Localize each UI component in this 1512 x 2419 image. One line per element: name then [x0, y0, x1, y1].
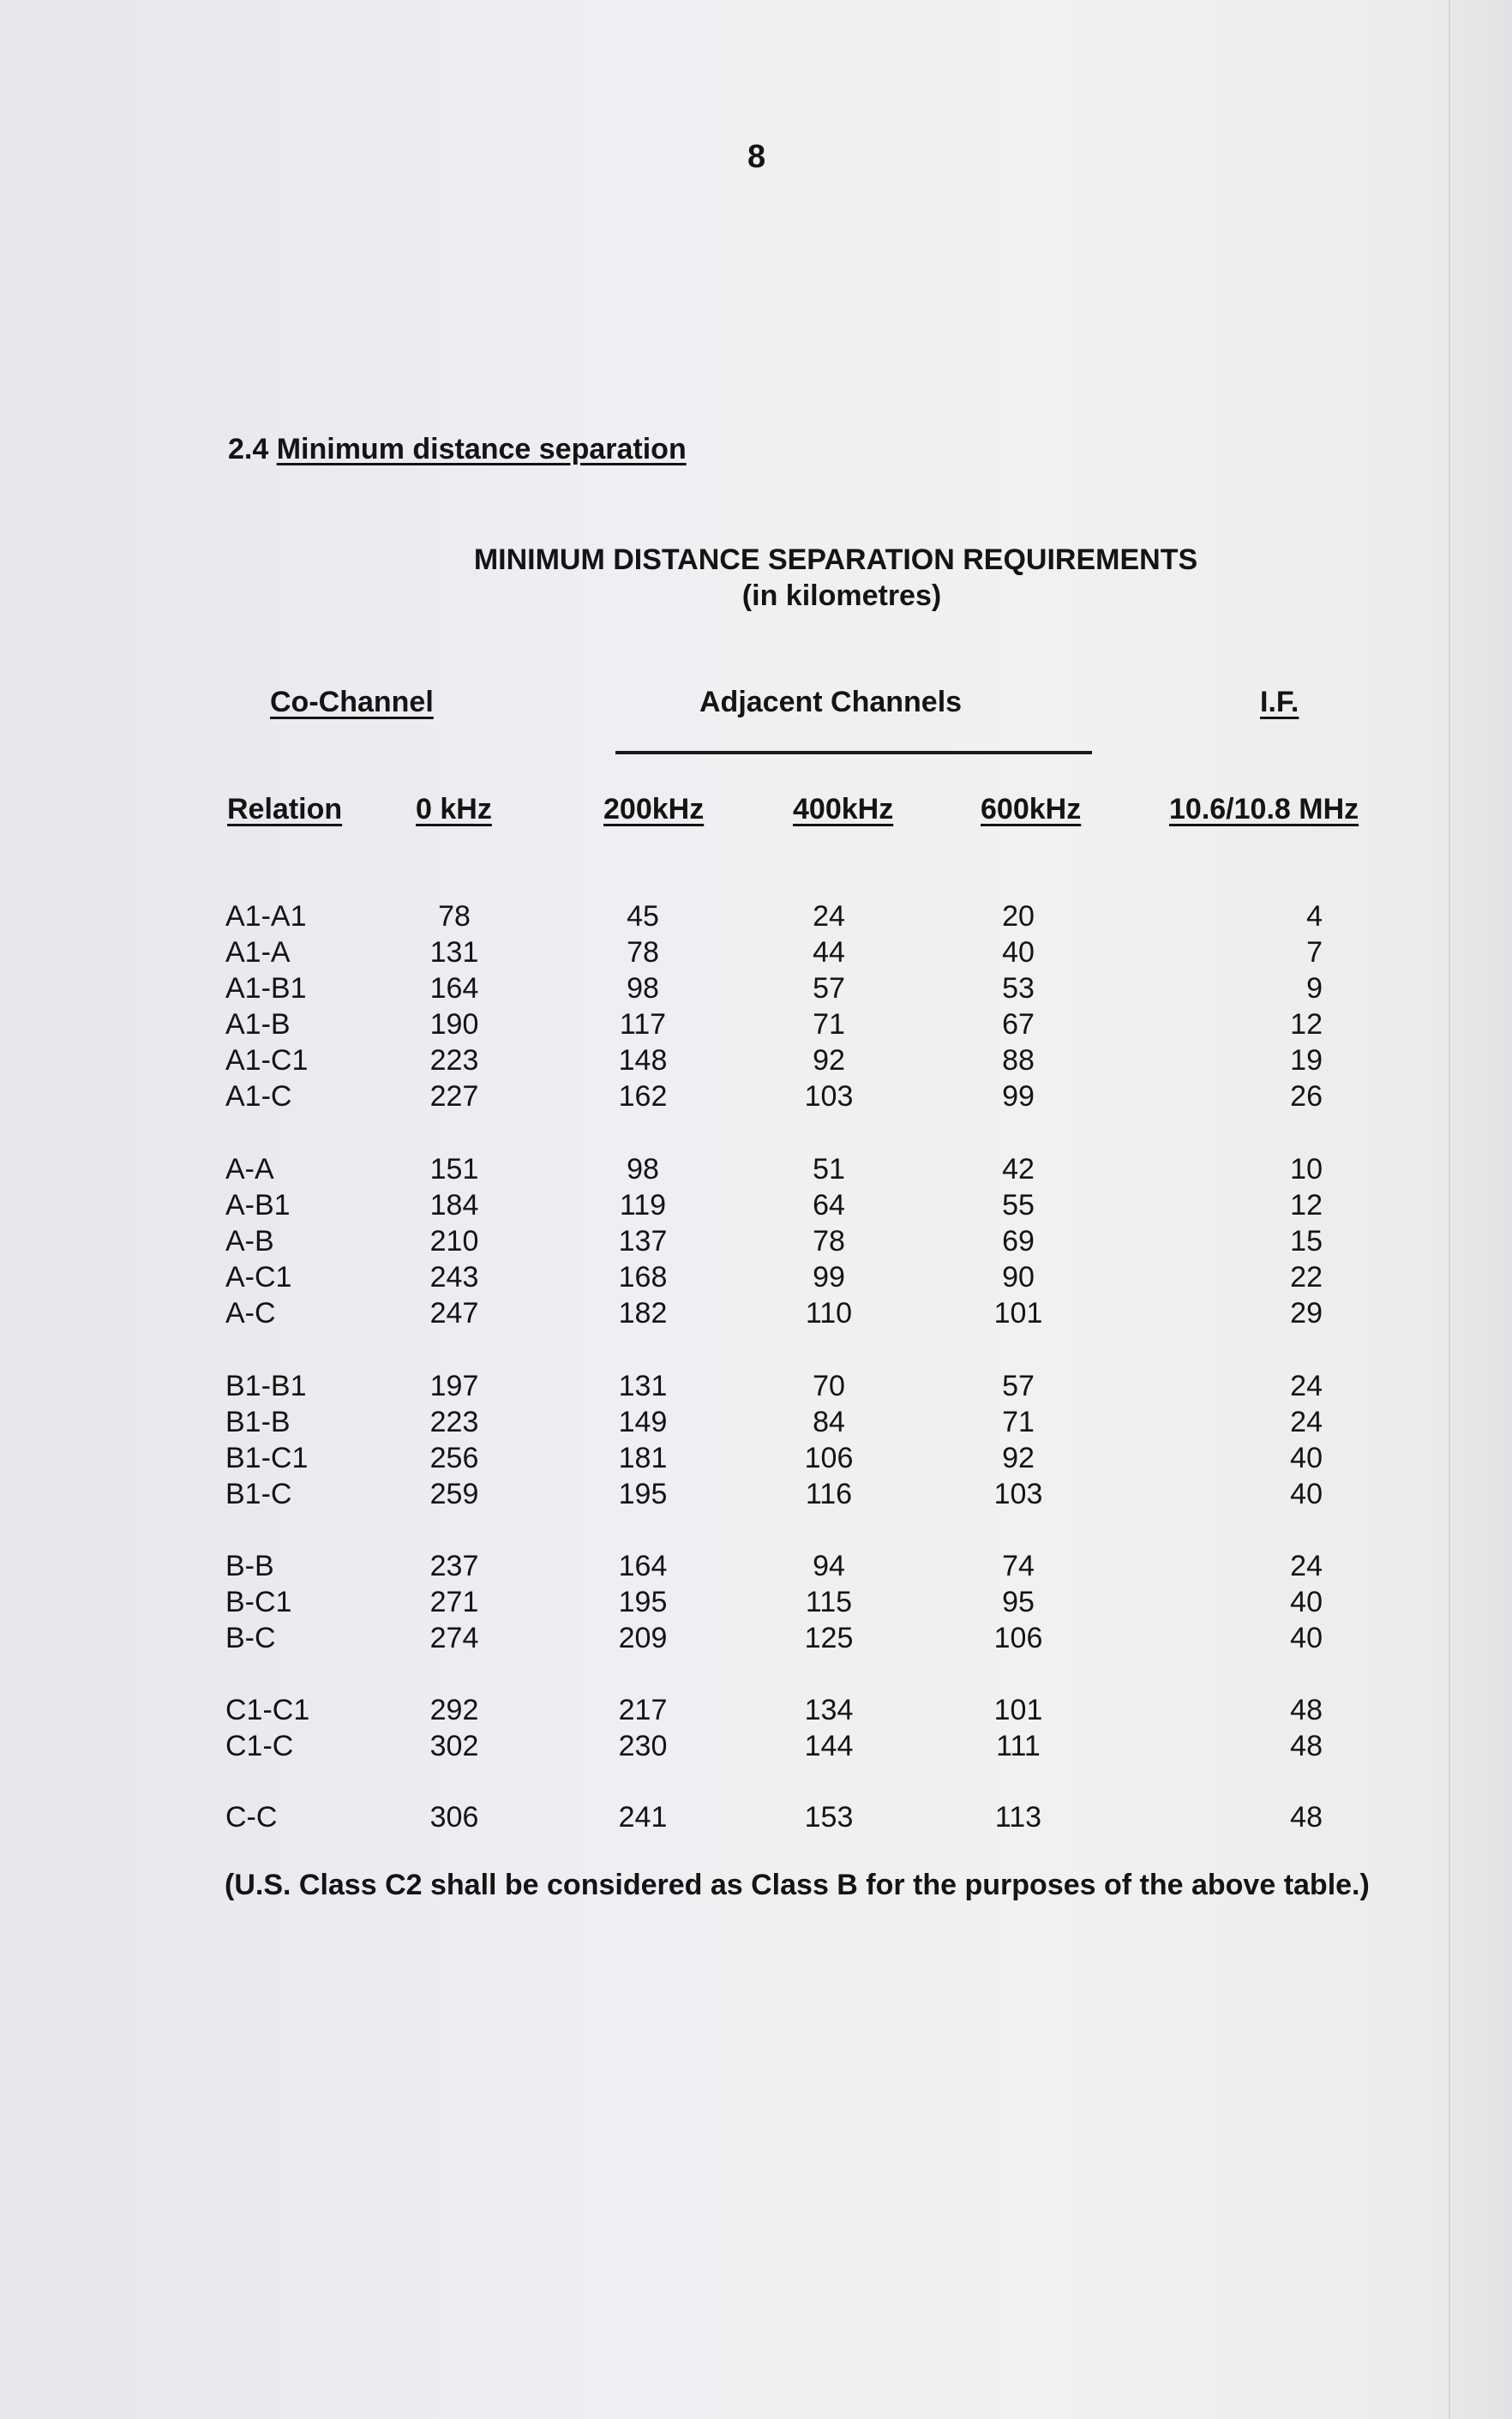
value-if-cell: 40 [1290, 1442, 1323, 1474]
table-subtitle: (in kilometres) [741, 579, 942, 612]
value-200khz-cell: 78 [627, 936, 659, 969]
value-600khz-cell: 40 [1002, 936, 1035, 969]
value-0khz-cell: 197 [429, 1370, 479, 1402]
table-row [0, 1189, 1512, 1225]
value-200khz-cell: 181 [618, 1442, 668, 1474]
table-row [0, 1442, 1512, 1478]
value-600khz-cell: 92 [1002, 1442, 1035, 1474]
column-header-200khz: 200kHz [603, 793, 705, 825]
value-if-cell: 26 [1290, 1080, 1323, 1113]
value-600khz-cell: 101 [993, 1297, 1043, 1330]
value-400khz-cell: 134 [804, 1694, 854, 1726]
relation-cell: A-C1 [225, 1261, 292, 1294]
value-0khz-cell: 164 [429, 972, 479, 1005]
value-200khz-cell: 164 [618, 1550, 668, 1582]
value-600khz-cell: 20 [1002, 900, 1035, 933]
value-if-cell: 4 [1306, 900, 1323, 933]
table-row [0, 1694, 1512, 1730]
value-600khz-cell: 57 [1002, 1370, 1035, 1402]
value-0khz-cell: 151 [429, 1153, 479, 1185]
value-0khz-cell: 223 [429, 1406, 479, 1438]
column-header-if-mhz: 10.6/10.8 MHz [1169, 793, 1359, 825]
value-600khz-cell: 53 [1002, 972, 1035, 1005]
value-if-cell: 22 [1290, 1261, 1323, 1294]
value-200khz-cell: 230 [618, 1730, 668, 1762]
value-200khz-cell: 45 [627, 900, 659, 933]
table-row [0, 936, 1512, 972]
value-400khz-cell: 64 [813, 1189, 845, 1222]
table-row [0, 1008, 1512, 1044]
value-200khz-cell: 162 [618, 1080, 668, 1113]
value-0khz-cell: 243 [429, 1261, 479, 1294]
value-400khz-cell: 24 [813, 900, 845, 933]
relation-cell: A1-C1 [225, 1044, 309, 1077]
value-if-cell: 12 [1290, 1189, 1323, 1222]
value-0khz-cell: 223 [429, 1044, 479, 1077]
relation-cell: A1-C [225, 1080, 292, 1113]
adjacent-channels-rule [615, 751, 1092, 754]
value-200khz-cell: 131 [618, 1370, 668, 1402]
value-0khz-cell: 274 [429, 1622, 479, 1654]
value-600khz-cell: 55 [1002, 1189, 1035, 1222]
relation-cell: B-C [225, 1622, 276, 1654]
value-0khz-cell: 210 [429, 1225, 479, 1258]
value-200khz-cell: 182 [618, 1297, 668, 1330]
value-600khz-cell: 103 [993, 1478, 1043, 1510]
value-if-cell: 7 [1306, 936, 1323, 969]
relation-cell: B1-B1 [225, 1370, 307, 1402]
value-400khz-cell: 44 [813, 936, 845, 969]
value-600khz-cell: 71 [1002, 1406, 1035, 1438]
value-200khz-cell: 168 [618, 1261, 668, 1294]
table-row [0, 1225, 1512, 1261]
value-0khz-cell: 190 [429, 1008, 479, 1041]
table-row [0, 1550, 1512, 1586]
table-row [0, 1080, 1512, 1116]
table-row [0, 1261, 1512, 1297]
value-600khz-cell: 106 [993, 1622, 1043, 1654]
value-200khz-cell: 137 [618, 1225, 668, 1258]
value-400khz-cell: 84 [813, 1406, 845, 1438]
relation-cell: B-B [225, 1550, 274, 1582]
table-row [0, 1370, 1512, 1406]
value-400khz-cell: 106 [804, 1442, 854, 1474]
value-600khz-cell: 74 [1002, 1550, 1035, 1582]
table-row [0, 1801, 1512, 1837]
value-200khz-cell: 148 [618, 1044, 668, 1077]
value-400khz-cell: 153 [804, 1801, 854, 1834]
value-0khz-cell: 256 [429, 1442, 479, 1474]
value-400khz-cell: 115 [805, 1586, 853, 1618]
relation-cell: A1-A [225, 936, 291, 969]
table-row [0, 972, 1512, 1008]
value-200khz-cell: 195 [618, 1586, 668, 1618]
value-400khz-cell: 78 [813, 1225, 845, 1258]
column-header-400khz: 400kHz [793, 793, 894, 825]
value-200khz-cell: 241 [618, 1801, 668, 1834]
value-600khz-cell: 90 [1002, 1261, 1035, 1294]
table-row [0, 1044, 1512, 1080]
value-200khz-cell: 149 [618, 1406, 668, 1438]
table-row [0, 1406, 1512, 1442]
relation-cell: B1-C [225, 1478, 292, 1510]
table-title: MINIMUM DISTANCE SEPARATION REQUIREMENTS [473, 543, 1198, 576]
if-group-header: I.F. [1260, 686, 1299, 718]
relation-cell: B1-B [225, 1406, 291, 1438]
section-title: Minimum distance separation [276, 433, 687, 465]
value-0khz-cell: 259 [429, 1478, 479, 1510]
relation-cell: A1-A1 [225, 900, 307, 933]
value-200khz-cell: 217 [618, 1694, 668, 1726]
relation-cell: C-C [225, 1801, 278, 1834]
table-row [0, 900, 1512, 936]
value-if-cell: 12 [1290, 1008, 1323, 1041]
table-row [0, 1622, 1512, 1658]
column-header-600khz: 600kHz [981, 793, 1082, 825]
value-600khz-cell: 42 [1002, 1153, 1035, 1185]
table-row [0, 1478, 1512, 1514]
value-600khz-cell: 111 [996, 1730, 1041, 1762]
value-400khz-cell: 125 [804, 1622, 854, 1654]
table-row [0, 1153, 1512, 1189]
value-if-cell: 48 [1290, 1730, 1323, 1762]
value-0khz-cell: 227 [429, 1080, 479, 1113]
value-0khz-cell: 131 [429, 936, 479, 969]
value-600khz-cell: 67 [1002, 1008, 1035, 1041]
value-400khz-cell: 71 [813, 1008, 845, 1041]
value-if-cell: 15 [1290, 1225, 1323, 1258]
value-600khz-cell: 95 [1002, 1586, 1035, 1618]
value-400khz-cell: 144 [804, 1730, 854, 1762]
value-if-cell: 29 [1290, 1297, 1323, 1330]
section-heading [228, 433, 687, 466]
value-400khz-cell: 92 [813, 1044, 845, 1077]
relation-cell: C1-C1 [225, 1694, 310, 1726]
relation-cell: A-C [225, 1297, 276, 1330]
value-400khz-cell: 110 [805, 1297, 853, 1330]
co-channel-group-header: Co-Channel [270, 686, 434, 718]
value-if-cell: 9 [1306, 972, 1323, 1005]
value-600khz-cell: 113 [994, 1801, 1042, 1834]
value-200khz-cell: 209 [618, 1622, 668, 1654]
value-if-cell: 24 [1290, 1406, 1323, 1438]
value-400khz-cell: 99 [813, 1261, 845, 1294]
value-600khz-cell: 101 [993, 1694, 1043, 1726]
value-0khz-cell: 292 [429, 1694, 479, 1726]
relation-cell: B1-C1 [225, 1442, 309, 1474]
value-200khz-cell: 119 [619, 1189, 667, 1222]
column-header-relation: Relation [227, 793, 343, 825]
table-row [0, 1730, 1512, 1766]
value-if-cell: 40 [1290, 1622, 1323, 1654]
section-number: 2.4 [228, 433, 269, 465]
value-400khz-cell: 103 [804, 1080, 854, 1113]
value-200khz-cell: 195 [618, 1478, 668, 1510]
table-row [0, 1586, 1512, 1622]
value-600khz-cell: 99 [1002, 1080, 1035, 1113]
value-if-cell: 19 [1290, 1044, 1323, 1077]
relation-cell: B-C1 [225, 1586, 292, 1618]
value-400khz-cell: 57 [813, 972, 845, 1005]
value-if-cell: 48 [1290, 1801, 1323, 1834]
value-0khz-cell: 306 [429, 1801, 479, 1834]
value-if-cell: 24 [1290, 1370, 1323, 1402]
relation-cell: A1-B [225, 1008, 291, 1041]
page-number: 8 [747, 139, 766, 175]
relation-cell: C1-C [225, 1730, 294, 1762]
relation-cell: A-B1 [225, 1189, 291, 1222]
value-0khz-cell: 271 [429, 1586, 479, 1618]
value-400khz-cell: 116 [805, 1478, 853, 1510]
value-0khz-cell: 247 [429, 1297, 479, 1330]
relation-cell: A-A [225, 1153, 274, 1185]
value-200khz-cell: 98 [627, 972, 659, 1005]
value-if-cell: 10 [1290, 1153, 1323, 1185]
value-400khz-cell: 70 [813, 1370, 845, 1402]
adjacent-channels-group-header: Adjacent Channels [699, 686, 963, 718]
value-600khz-cell: 69 [1002, 1225, 1035, 1258]
table-row [0, 1297, 1512, 1333]
value-0khz-cell: 302 [429, 1730, 479, 1762]
value-if-cell: 40 [1290, 1586, 1323, 1618]
relation-cell: A1-B1 [225, 972, 307, 1005]
value-0khz-cell: 237 [429, 1550, 479, 1582]
value-200khz-cell: 117 [619, 1008, 667, 1041]
value-if-cell: 40 [1290, 1478, 1323, 1510]
value-200khz-cell: 98 [627, 1153, 659, 1185]
relation-cell: A-B [225, 1225, 274, 1258]
value-400khz-cell: 94 [813, 1550, 845, 1582]
value-0khz-cell: 78 [438, 900, 471, 933]
value-600khz-cell: 88 [1002, 1044, 1035, 1077]
value-400khz-cell: 51 [813, 1153, 845, 1185]
value-if-cell: 24 [1290, 1550, 1323, 1582]
table-footnote: (U.S. Class C2 shall be considered as Class B for the purposes of the above table.) [225, 1869, 1370, 1901]
column-header-0khz: 0 kHz [416, 793, 492, 825]
value-0khz-cell: 184 [429, 1189, 479, 1222]
value-if-cell: 48 [1290, 1694, 1323, 1726]
